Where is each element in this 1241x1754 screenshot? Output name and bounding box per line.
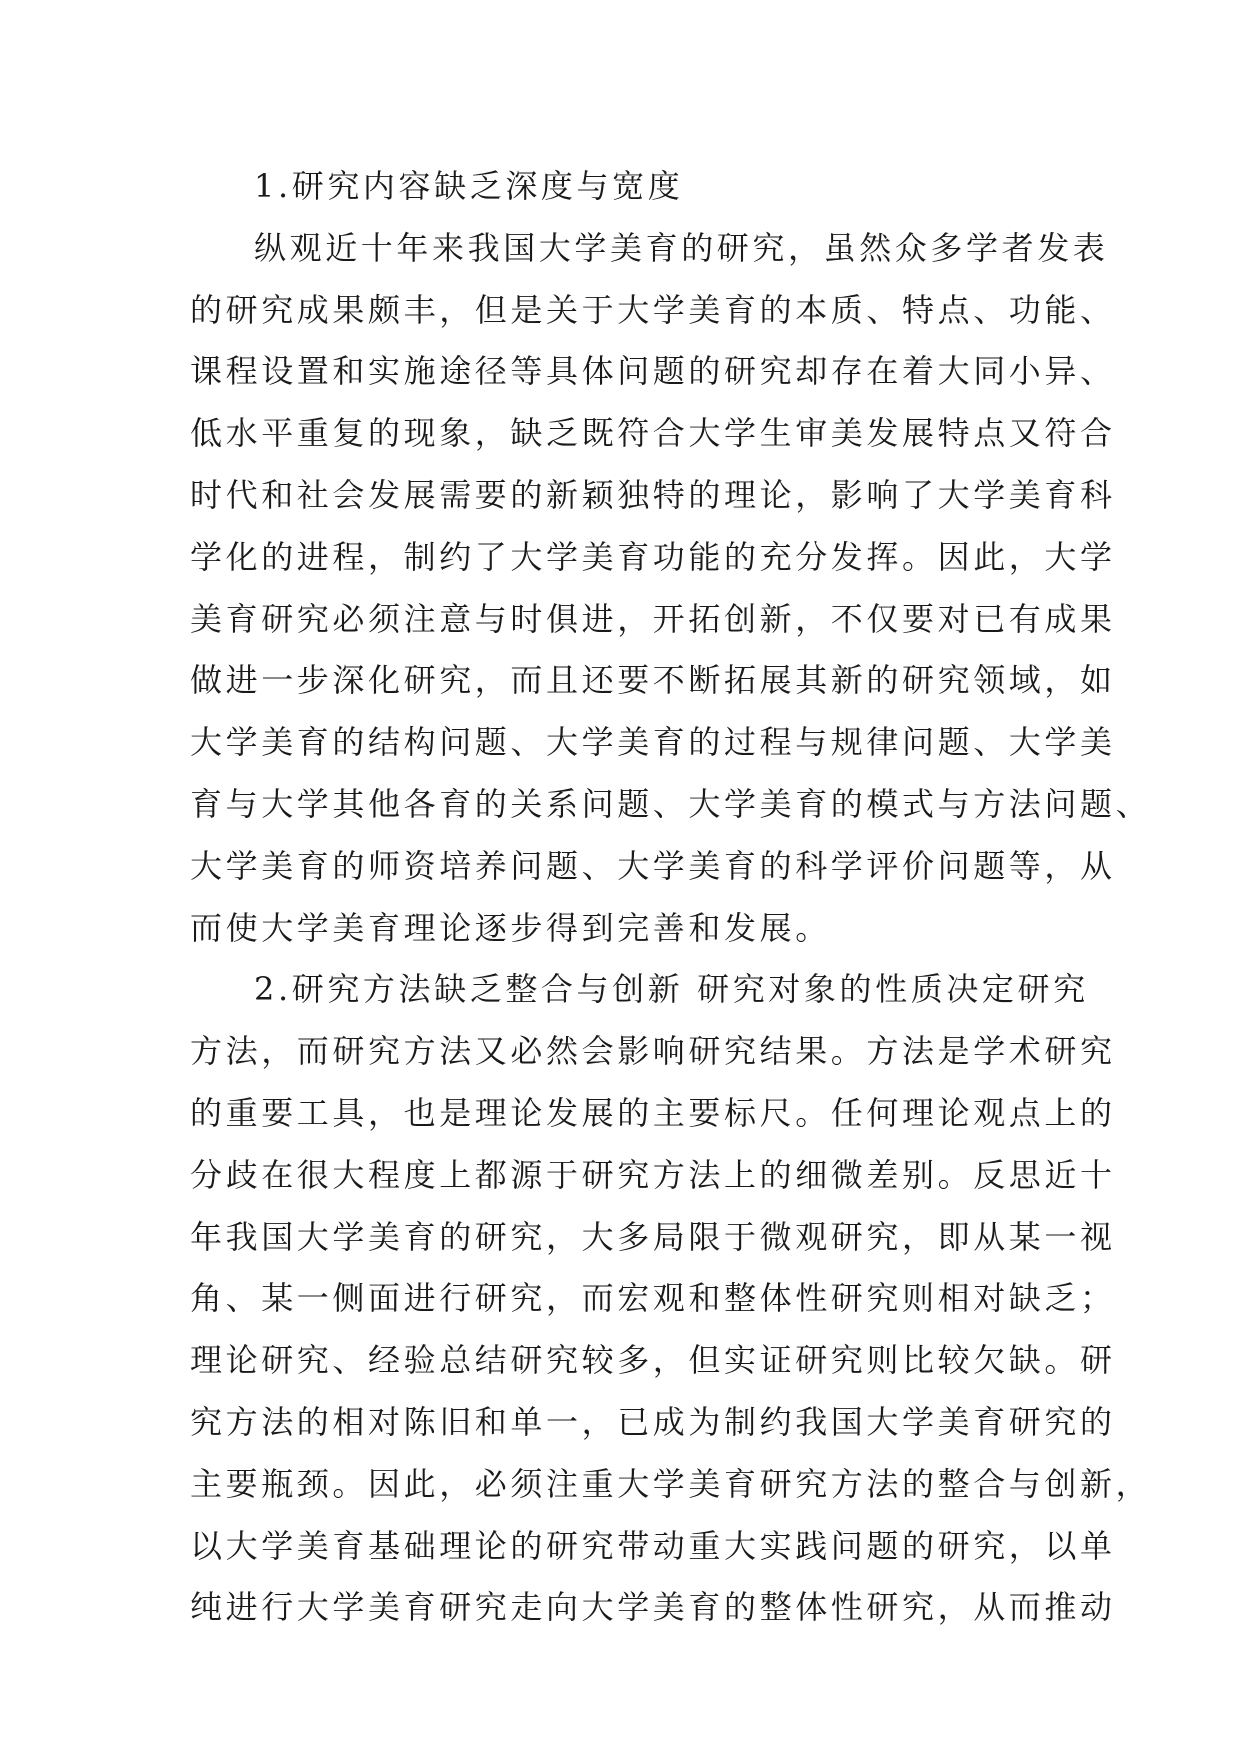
- paragraph-line: 方法，而研究方法又必然会影响研究结果。方法是学术研究: [190, 1032, 1116, 1071]
- paragraph-line: 理论研究、经验总结研究较多，但实证研究则比较欠缺。研: [190, 1341, 1116, 1380]
- paragraph-line: 的重要工具，也是理论发展的主要标尺。任何理论观点上的: [190, 1093, 1116, 1132]
- paragraph-line: 学化的进程，制约了大学美育功能的充分发挥。因此，大学: [190, 537, 1116, 576]
- paragraph-line: 大学美育的师资培养问题、大学美育的科学评价问题等，从: [190, 846, 1116, 885]
- paragraph-line: 而使大学美育理论逐步得到完善和发展。: [190, 908, 831, 947]
- paragraph-line: 纵观近十年来我国大学美育的研究，虽然众多学者发表: [254, 228, 1109, 267]
- paragraph-line: 纯进行大学美育研究走向大学美育的整体性研究，从而推动: [190, 1588, 1116, 1627]
- body-text: [190, 156, 1152, 1639]
- paragraph-line: 大学美育的结构问题、大学美育的过程与规律问题、大学美: [190, 723, 1116, 762]
- paragraph-line: 低水平重复的现象，缺乏既符合大学生审美发展特点又符合: [190, 414, 1116, 453]
- paragraph-line: 课程设置和实施途径等具体问题的研究却存在着大同小异、: [190, 352, 1116, 391]
- paragraph-line: 以大学美育基础理论的研究带动重大实践问题的研究，以单: [190, 1526, 1116, 1565]
- paragraph-line: 年我国大学美育的研究，大多局限于微观研究，即从某一视: [190, 1217, 1116, 1256]
- paragraph-line: 究方法的相对陈旧和单一，已成为制约我国大学美育研究的: [190, 1402, 1116, 1441]
- paragraph-line: 分歧在很大程度上都源于研究方法上的细微差别。反思近十: [190, 1155, 1116, 1194]
- section-heading-1: 1.研究内容缺乏深度与宽度: [254, 167, 684, 205]
- paragraph-line: 主要瓶颈。因此，必须注重大学美育研究方法的整合与创新，: [190, 1464, 1152, 1503]
- paragraph-line: 时代和社会发展需要的新颖独特的理论，影响了大学美育科: [190, 475, 1116, 514]
- section-heading-2: 2.研究方法缺乏整合与创新 研究对象的性质决定研究: [254, 970, 1089, 1009]
- paragraph-line: 做进一步深化研究，而且还要不断拓展其新的研究领域，如: [190, 661, 1116, 700]
- paragraph-line: 育与大学其他各育的关系问题、大学美育的模式与方法问题、: [190, 784, 1152, 823]
- paragraph-line: 美育研究必须注意与时俱进，开拓创新，不仅要对已有成果: [190, 599, 1116, 638]
- paragraph-line: 的研究成果颇丰，但是关于大学美育的本质、特点、功能、: [190, 290, 1116, 329]
- paragraph-line: 角、某一侧面进行研究，而宏观和整体性研究则相对缺乏；: [190, 1279, 1116, 1318]
